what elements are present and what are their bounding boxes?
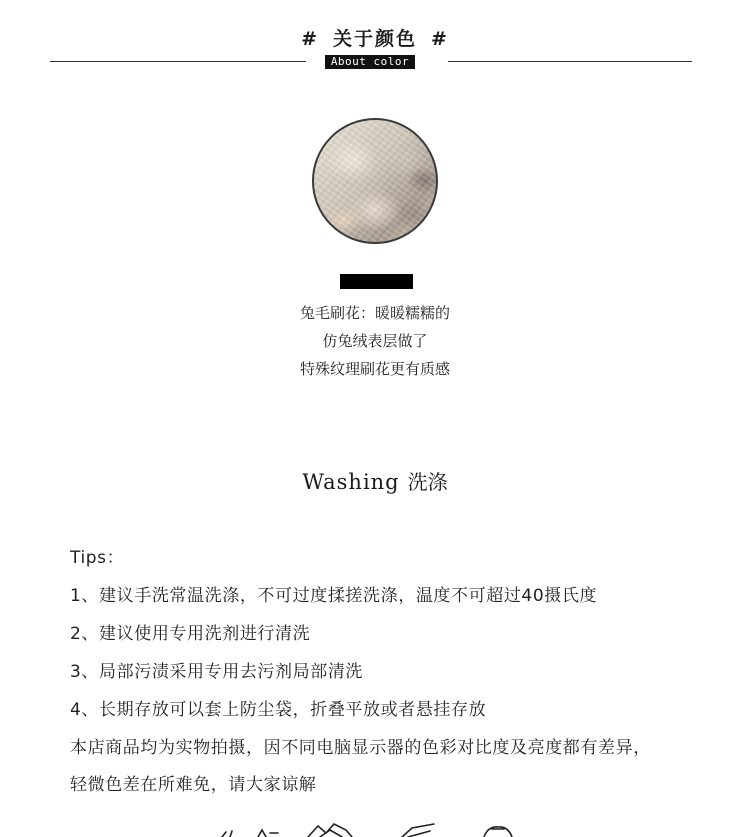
color-name-label-bar xyxy=(340,274,413,289)
fabric-texture-overlay xyxy=(314,120,436,242)
hand-wash-icon xyxy=(308,824,352,837)
tip-item-4: 4、长期存放可以套上防尘袋，折叠平放或者悬挂存放 xyxy=(70,700,487,720)
iron-icon xyxy=(402,824,434,837)
washing-title-zh: 洗涤 xyxy=(407,470,448,494)
header-divider-right xyxy=(448,61,692,62)
washing-care-icons-strip xyxy=(0,818,750,837)
care-icon-mark-2 xyxy=(258,830,278,837)
section-title xyxy=(0,24,750,51)
tip-item-2: 2、建议使用专用洗剂进行清洗 xyxy=(70,624,311,644)
header-divider-left xyxy=(50,61,306,62)
color-description-line-1: 兔毛刷花：暖暖糯糯的 xyxy=(299,304,450,322)
dry-clean-icon xyxy=(484,827,512,837)
hash-mark-right: # xyxy=(431,28,449,50)
color-section-header xyxy=(0,0,750,80)
section-title-text: 关于颜色 xyxy=(332,28,417,50)
fabric-swatch-image xyxy=(312,118,438,244)
section-subtitle: About color xyxy=(325,55,415,69)
tip-item-3: 3、局部污渍采用专用去污剂局部清洗 xyxy=(70,662,364,682)
color-disclaimer-line-2: 轻微色差在所难免，请大家谅解 xyxy=(70,775,317,795)
tips-heading: Tips： xyxy=(70,548,125,568)
care-icon-mark-1 xyxy=(222,831,232,837)
color-disclaimer-line-1: 本店商品均为实物拍摄，因不同电脑显示器的色彩对比度及亮度都有差异， xyxy=(70,738,651,758)
washing-title-en: Washing xyxy=(302,470,400,494)
washing-section-title xyxy=(0,466,750,495)
color-description-line-2: 仿兔绒表层做了 xyxy=(322,332,428,350)
tip-item-1: 1、建议手洗常温洗涤，不可过度揉搓洗涤，温度不可超过40摄氏度 xyxy=(70,586,598,606)
hash-mark-left: # xyxy=(301,28,319,50)
color-description-line-3: 特殊纹理刷花更有质感 xyxy=(299,360,450,378)
